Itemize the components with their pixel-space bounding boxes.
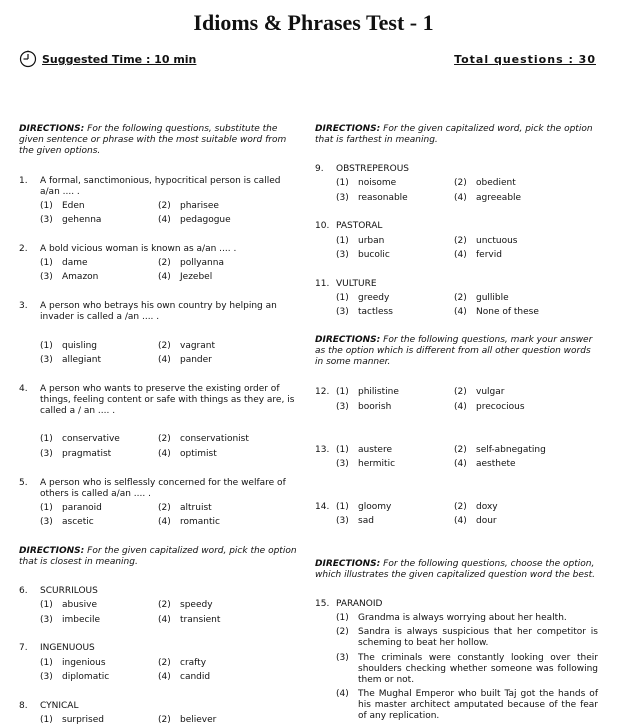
clock-icon (19, 50, 37, 68)
total-questions: Total questions : 30 (454, 53, 596, 66)
option-2: pharisee (180, 201, 219, 211)
suggested-time: Suggested Time : 10 min (42, 53, 197, 66)
directions-5: DIRECTIONS: For the following questions, choose the option, which illustrates the given capitalized question word the best. (315, 559, 596, 580)
directions-2: DIRECTIONS: For the given capitalized word, pick the option that is closest in meaning. (19, 546, 297, 567)
directions-4: DIRECTIONS: For the following questions, mark your answer as the option which is different from all other question words in some manner. (315, 335, 593, 367)
question-text: A formal, sanctimonious, hypocritical person is called a/an .... . (40, 176, 281, 197)
option-3: gehenna (62, 215, 102, 225)
page-title: Idioms & Phrases Test - 1 (193, 10, 434, 35)
option-4: pedagogue (180, 215, 231, 225)
directions-3: DIRECTIONS: For the given capitalized word, pick the option that is farthest in meaning. (315, 124, 593, 145)
directions-1: DIRECTIONS: For the following questions, substitute the given sentence or phrase with the most suitable word from the given options. (19, 124, 287, 156)
option-1: Eden (62, 201, 85, 211)
